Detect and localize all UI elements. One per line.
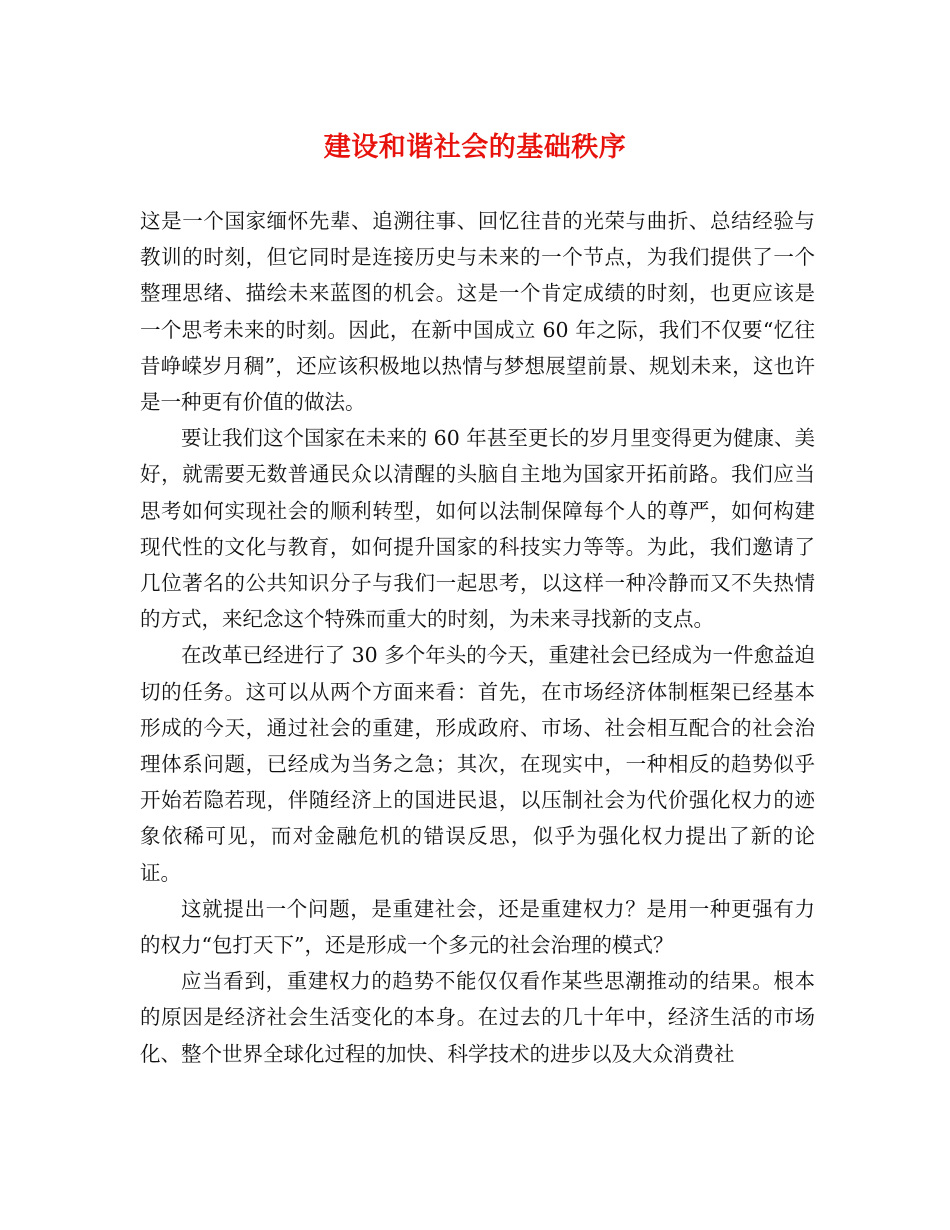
document-body — [140, 203, 815, 1072]
paragraph-1: 这是一个国家缅怀先辈、追溯往事、回忆往昔的光荣与曲折、总结经验与教训的时刻，但它同时是连接历史与未来的一个节点，为我们提供了一个整理思绪、描绘未来蓝图的机会。这是一个肯定成绩的时刻，也更应该是一个思考未来的时刻。因此，在新中国成立 60 年之际，我们不仅要“忆往昔峥嵘岁月稠”，还应该积极地以热情与梦想展望前景、规划未来，这也许是一种更有价值的做法。 — [140, 209, 815, 415]
paragraph-4: 这就提出一个问题，是重建社会，还是重建权力？是用一种更强有力的权力“包打天下”，还是形成一个多元的社会治理的模式？ — [140, 896, 815, 958]
document-title: 建设和谐社会的基础秩序 — [323, 132, 627, 163]
paragraph-3: 在改革已经进行了 30 多个年头的今天，重建社会已经成为一件愈益迫切的任务。这可以从两个方面来看：首先，在市场经济体制框架已经基本形成的今天，通过社会的重建，形成政府、市场、社会相互配合的社会治理体系问题，已经成为当务之急；其次，在现实中，一种相反的趋势似乎开始若隐若现，伴随经济上的国进民退，以压制社会为代价强化权力的迹象依稀可见，而对金融危机的错误反思，似乎为强化权力提出了新的论证。 — [140, 643, 815, 885]
paragraph-5: 应当看到，重建权力的趋势不能仅仅看作某些思潮推动的结果。根本的原因是经济社会生活变化的本身。在过去的几十年中，经济生活的市场化、整个世界全球化过程的加快、科学技术的进步以及大众消费社 — [140, 969, 815, 1066]
paragraph-2: 要让我们这个国家在未来的 60 年甚至更长的岁月里变得更为健康、美好，就需要无数普通民众以清醒的头脑自主地为国家开拓前路。我们应当思考如何实现社会的顺利转型，如何以法制保障每个人的尊严，如何构建现代性的文化与教育，如何提升国家的科技实力等等。为此，我们邀请了几位著名的公共知识分子与我们一起思考，以这样一种冷静而又不失热情的方式，来纪念这个特殊而重大的时刻，为未来寻找新的支点。 — [140, 426, 815, 632]
